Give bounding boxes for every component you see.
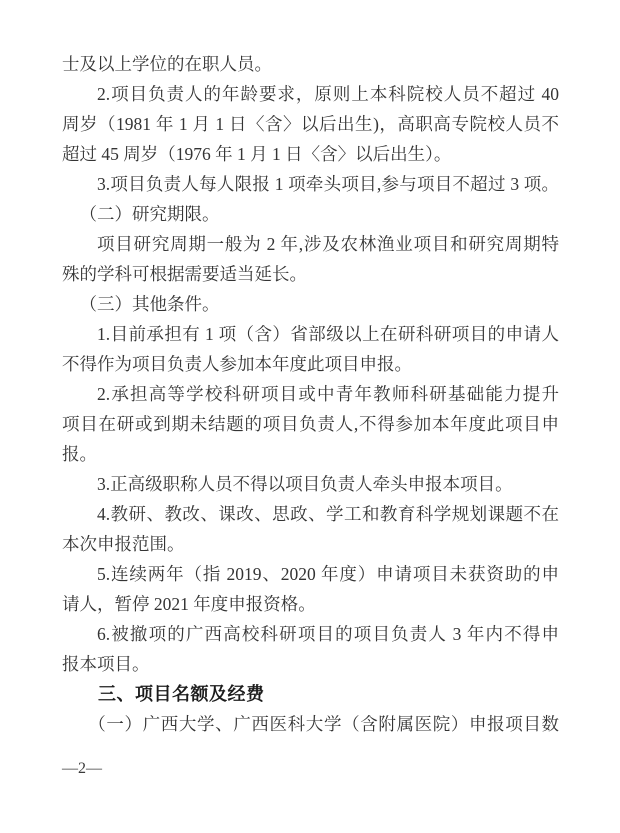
text-line: 士及以上学位的在职人员。: [62, 54, 272, 74]
text-line: （二）研究期限。: [79, 204, 220, 224]
text-line: 4.教研、教改、课改、思政、学工和教育科学规划课题不在: [97, 504, 559, 524]
text-line: 1.目前承担有 1 项（含）省部级以上在研科研项目的申请人: [97, 324, 559, 344]
text-line: 2.项目负责人的年龄要求，原则上本科院校人员不超过 40: [97, 84, 559, 104]
text-line: 5.连续两年（指 2019、2020 年度）申请项目未获资助的申: [97, 564, 559, 584]
text-line: （三）其他条件。: [79, 294, 220, 314]
text-line: 超过 45 周岁（1976 年 1 月 1 日〈含〉以后出生）。: [62, 144, 452, 164]
page-number: —2—: [62, 760, 102, 777]
section-heading: 三、项目名额及经费: [98, 684, 265, 704]
text-line: 项目在研或到期未结题的项目负责人,不得参加本年度此项目申: [62, 414, 559, 434]
text-line: 请人，暂停 2021 年度申报资格。: [62, 594, 316, 614]
text-line: 殊的学科可根据需要适当延长。: [62, 264, 307, 284]
text-line: 项目研究周期一般为 2 年,涉及农林渔业项目和研究周期特: [97, 234, 559, 254]
text-line: 报。: [62, 444, 97, 464]
text-line: 报本项目。: [62, 654, 150, 674]
text-line: （一）广西大学、广西医科大学（含附属医院）申报项目数: [88, 714, 559, 734]
text-line: 周岁（1981 年 1 月 1 日〈含〉以后出生)，高职高专院校人员不: [62, 114, 559, 134]
text-line: 6.被撤项的广西高校科研项目的项目负责人 3 年内不得申: [97, 624, 559, 644]
text-line: 3.项目负责人每人限报 1 项牵头项目,参与项目不超过 3 项。: [97, 174, 559, 194]
text-line: 不得作为项目负责人参加本年度此项目申报。: [62, 354, 412, 374]
text-line: 3.正高级职称人员不得以项目负责人牵头申报本项目。: [97, 474, 513, 494]
document-body: [62, 49, 559, 739]
text-line: 2.承担高等学校科研项目或中青年教师科研基础能力提升: [97, 384, 559, 404]
text-line: 本次申报范围。: [62, 534, 185, 554]
